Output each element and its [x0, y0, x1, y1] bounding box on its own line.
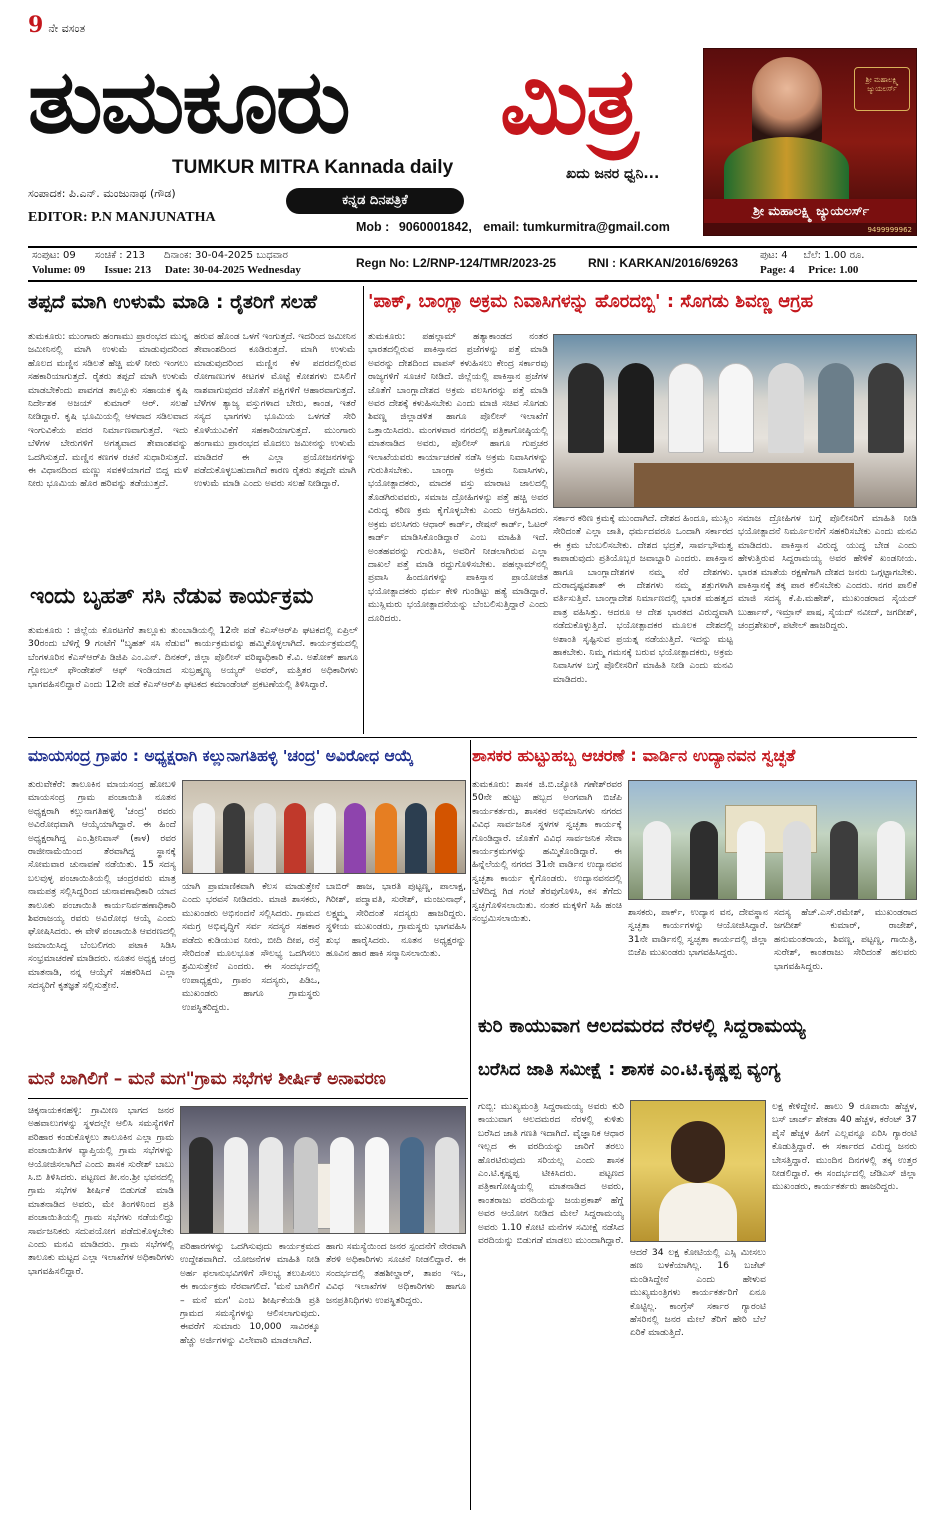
edition-number: 9 — [28, 12, 44, 38]
jewellery-ad — [703, 48, 917, 236]
ad-address-bar — [704, 223, 917, 236]
headline-mayasandra: ಮಾಯಸಂದ್ರ ಗ್ರಾಪಂ : ಅಧ್ಯಕ್ಷರಾಗಿ ಕಲ್ಲುನಾಗತಿಹಳ್ಳಿ 'ಚಂದ್ರ' ಅವಿರೋಧ ಆಯ್ಕೆ — [28, 747, 414, 765]
mla-col1: ತುಮಕೂರು: ಶಾಸಕ ಜಿ.ಬಿ.ಜ್ಯೋತಿ ಗಣೇಶ್‌ರವರ 50ನೇ ಹುಟ್ಟು ಹಬ್ಬದ ಅಂಗವಾಗಿ ಬಿಜೆಪಿ ಕಾರ್ಯಕರ್ತರು, ಶಾಸಕರ ಅಭಿಮಾನಿಗಳು ನಗರದ ವಿವಿಧ ಸಾರ್ವಜನಿಕ ಸ್ಥಳಗಳ ಸ್ವಚ್ಛತಾ ಕಾರ್ಯಕ್ಕೆ ಗೊಂಡಿದ್ದಾರೆ. ಜೊತೆಗೆ ವಿವಿಧ ಸಾರ್ವಜನಿಕ ಸೇವಾ ಕಾರ್ಯಕ್ರಮಗಳನ್ನು ಹಮ್ಮಿಕೊಂಡಿದ್ದಾರೆ. ಈ ಹಿನ್ನೆಲೆಯಲ್ಲಿ ನಗರದ 31ನೇ ವಾರ್ಡಿನ ಉದ್ಯಾನವನ ಸ್ವಚ್ಛತಾ ಕಾರ್ಯ ಕೈಗೊಂಡರು. ಉದ್ಯಾನವನದಲ್ಲಿ ಬೆಳೆದಿದ್ದ ಗಿಡ ಗಂಟೆ ತೆರವುಗೊಳಿಸಿ, ಕಸ ತೆಗೆದು ಸ್ವಚ್ಛಗೊಳಿಸಲಾಯಿತು. ನಂತರ ಮಕ್ಕಳಿಗೆ ಸಿಹಿ ಹಂಚಿ ಸಂಭ್ರಮಿಸಲಾಯಿತು. — [472, 779, 622, 925]
dateline-kn-left: ಸಂಪುಟ: 09 ಸಂಚಿಕೆ : 213 ದಿನಾಂಕ: 30-04-2025 ಬುಧವಾರ — [32, 250, 288, 261]
mayasandra-col3: ಬಾಬಿರ್ ಹಾಜ, ಭಾರತಿ ಪುಟ್ಟಣ್ಣ, ಪಾಲಾಕ್ಷ, ಗಿರೀಶ್, ಪದ್ಮಾವತಿ, ಸುರೇಶ್, ಮಂಜುನಾಥ್, ಲಕ್ಷ್ಮಮ್ಮ ಸೇರಿದಂತೆ ಸದಸ್ಯರು ಹಾಜರಿದ್ದರು. ಸ್ಥಳೀಯ ಮುಖಂಡರು, ಗ್ರಾಮಸ್ಥರು ಭಾಗವಹಿಸಿ ಶುಭ ಹಾರೈಸಿದರು. ನೂತನ ಅಧ್ಯಕ್ಷರನ್ನು ಹೂವಿನ ಹಾರ ಹಾಕಿ ಸನ್ಮಾನಿಸಲಾಯಿತು. — [326, 881, 466, 960]
pak-col3: ಸಮಾಜ ದ್ರೋಹಿಗಳ ಬಗ್ಗೆ ಪೊಲೀಸರಿಗೆ ಮಾಹಿತಿ ನೀಡಿ ಭಯೋತ್ಪಾದನೆ ನಿರ್ಮೂಲನೆಗೆ ಸಹಕರಿಸಬೇಕು ಎಂದು ಮನವಿ ಮಾಡಿದರು. ಪಾಕಿಸ್ತಾನ ವಿರುದ್ಧ ಯುದ್ಧ ಬೇಡ ಎಂದು ಹೇಳುತ್ತಿರುವ ಸಿದ್ದರಾಮಯ್ಯ ಅವರ ಹೇಳಿಕೆ ಖಂಡನೀಯ. ಭಾರತ ಮಾತೆಯ ರಕ್ಷಣೆಗಾಗಿ ದೇಶದ ಜನರು ಒಗ್ಗಟ್ಟಾಗಬೇಕು. ಪಾಕಿಸ್ತಾನಕ್ಕೆ ತಕ್ಕ ಪಾಠ ಕಲಿಸಬೇಕು ಎಂದರು. ನಗರ ಪಾಲಿಕೆ ಮಾಜಿ ಸದಸ್ಯ ಕೆ.ಪಿ.ಮಹೇಶ್, ಮುಖಂಡರಾದ ಸೈಯದ್ ಬುರ್ಹಾನ್, ಇಮ್ರಾನ್ ಪಾಷ, ಸೈಯದ್ ನವೀದ್, ಜಗದೀಶ್, ಚಂದ್ರಶೇಖರ್, ಪಟೇಲ್ ಹಾಜರಿದ್ದರು. — [738, 513, 917, 632]
contact-line — [356, 220, 670, 234]
dinapatrike-badge — [286, 188, 464, 214]
mob-label: Mob : — [356, 220, 390, 234]
pak-col1: ತುಮಕೂರು: ಪಹಲ್ಗಾಮ್ ಹತ್ಯಾಕಾಂಡದ ನಂತರ ಭಾರತದಲ್ಲಿರುವ ಪಾಕಿಸ್ತಾನದ ಪ್ರಜೆಗಳನ್ನು ಪತ್ತೆ ಮಾಡಿ ಅವರನ್ನು ದೇಶದಿಂದ ವಾಪಸ್ ಕಳುಹಿಸಲು ಕೇಂದ್ರ ಸರ್ಕಾರವು ರಾಜ್ಯಗಳಿಗೆ ಸೂಚನೆ ನೀಡಿದೆ. ಜಿಲ್ಲೆಯಲ್ಲಿ ಪಾಕಿಸ್ತಾನ ಪ್ರಜೆಗಳ ಜೊತೆಗೆ ಬಾಂಗ್ಲಾದೇಶದ ಅಕ್ರಮ ವಲಸಿಗರನ್ನು ಪತ್ತೆ ಮಾಡಿ ಅವರ ದೇಶಕ್ಕೆ ಕಳುಹಿಸಬೇಕು ಎಂದು ಮಾಜಿ ಸಚಿವ ಸೊಗಡು ಶಿವಣ್ಣ ಜಿಲ್ಲಾಡಳಿತ ಹಾಗೂ ಪೊಲೀಸ್ ಇಲಾಖೆಗೆ ಒತ್ತಾಯಿಸಿದರು. ಮಂಗಳವಾರ ನಗರದಲ್ಲಿ ಪತ್ರಿಕಾಗೋಷ್ಠಿಯಲ್ಲಿ ಮಾತನಾಡಿದ ಅವರು, ಪೊಲೀಸ್ ಹಾಗೂ ಗುಪ್ತಚರ ಇಲಾಖೆಯವರು ಕಾರ್ಯಾಚರಣೆ ನಡೆಸಿ ಅಕ್ರಮ ನಿವಾಸಿಗಳನ್ನು ಗುರುತಿಸಬೇಕು. ಬಾಂಗ್ಲಾ ಅಕ್ರಮ ನಿವಾಸಿಗಳು, ಭಯೋತ್ಪಾದಕರು, ಮಾದಕ ವಸ್ತು ಮಾರಾಟ ಜಾಲದಲ್ಲಿ ತೊಡಗಿರುವವರು, ಸಮಾಜ ದ್ರೋಹಿಗಳನ್ನು ಪತ್ತೆ ಹಚ್ಚಿ ಅವರ ವಿರುದ್ಧ ಕಠಿಣ ಕ್ರಮ ಕೈಗೊಳ್ಳಬೇಕು ಎಂದು ಆಗ್ರಹಿಸಿದರು. ಅಕ್ರಮ ವಲಸಿಗರು ಆಧಾರ್ ಕಾರ್ಡ್, ರೇಷನ್ ಕಾರ್ಡ್, ಓಟರ್ ಕಾರ್ಡ್ ಮಾಡಿಸಿಕೊಂಡಿದ್ದಾರೆ ಎಂಬ ಮಾಹಿತಿ ಇದೆ. ಅಂತಹವರನ್ನು ಗುರುತಿಸಿ, ಅವರಿಗೆ ನೀಡಲಾಗಿರುವ ಎಲ್ಲಾ ದಾಖಲೆ ಪತ್ತೆ ಮಾಡಿ ರದ್ದುಗೊಳಿಸಬೇಕು. ಪಹಲ್ಗಾಮ್‌ನಲ್ಲಿ ಪ್ರವಾಸಿ ಹಿಂದೂಗಳನ್ನು ಪಾಕಿಸ್ತಾನ ಪ್ರಾಯೋಜಿತ ಭಯೋತ್ಪಾದಕರು ಧರ್ಮ ಕೇಳಿ ಗುಂಡಿಟ್ಟು ಹತ್ಯೆ ಮಾಡಿದ್ದಾರೆ. ಮುಸ್ಲಿಮರು ಭಯೋತ್ಪಾದನೆಯನ್ನು ಬೆಂಬಲಿಸುತ್ತಿದ್ದಾರೆ ಎಂದು ದೂರಿದರು. — [368, 331, 548, 624]
english-name: TUMKUR MITRA Kannada daily — [172, 157, 454, 178]
column-divider-lower — [470, 740, 471, 1510]
mane-col3: ಹಾಗು ಸಮಸ್ಯೆಯಿಂದ ಜನರ ಸ್ಪಂದನೆಗೆ ನೇರವಾಗಿ ತೆರಳಿ ಅಧಿಕಾರಿಗಳು ಸೂಚನೆ ನೀಡಲಿದ್ದಾರೆ. ಈ ಸಂದರ್ಭದಲ್ಲಿ ತಹಶೀಲ್ದಾರ್, ತಾಪಂ ಇಒ, ವಿವಿಧ ಇಲಾಖೆಗಳ ಅಧಿಕಾರಿಗಳು ಹಾಗೂ ಜನಪ್ರತಿನಿಧಿಗಳು ಉಪಸ್ಥಿತರಿದ್ದರು. — [326, 1241, 466, 1306]
siddaramaiah-col3: ಲಕ್ಷ ಕೇಳಿದ್ದೇನೆ. ಹಾಲು 9 ರೂಪಾಯಿ ಹೆಚ್ಚಳ, ಬಸ್ ಚಾರ್ಜ್ ಶೇಕಡಾ 40 ಹೆಚ್ಚಳ, ಕರೆಂಟ್ 37 ಪೈಸೆ ಹೆಚ್ಚಳ ಹೀಗೆ ಎಲ್ಲವನ್ನೂ ಏರಿಸಿ ಗ್ಯಾರಂಟಿ ಕೊಡುತ್ತಿದ್ದಾರೆ. ಈ ಸರ್ಕಾರದ ವಿರುದ್ಧ ಜನರು ಬೇಸತ್ತಿದ್ದಾರೆ. ಮುಂದಿನ ದಿನಗಳಲ್ಲಿ ತಕ್ಕ ಉತ್ತರ ನೀಡಲಿದ್ದಾರೆ. ಈ ಸಂದರ್ಭದಲ್ಲಿ ಜೆಡಿಎಸ್ ಜಿಲ್ಲಾ ಮುಖಂಡರು, ಕಾರ್ಯಕರ್ತರು ಹಾಜರಿದ್ದರು. — [772, 1101, 917, 1193]
pak-col2: ಸರ್ಕಾರ ಕಠಿಣ ಕ್ರಮಕ್ಕೆ ಮುಂದಾಗಿದೆ. ದೇಶದ ಹಿಂದೂ, ಮುಸ್ಲಿಂ ಸೇರಿದಂತೆ ಎಲ್ಲಾ ಜಾತಿ, ಧರ್ಮದವರೂ ಒಂದಾಗಿ ಸರ್ಕಾರದ ಈ ಕ್ರಮ ಬೆಂಬಲಿಸಬೇಕು. ದೇಶದ ಭದ್ರತೆ, ಸಾರ್ವಭೌಮತ್ವ ಕಾಪಾಡುವುದು ಪ್ರತಿಯೊಬ್ಬರ ಜವಾಬ್ದಾರಿ ಎಂದರು. ಪಾಕಿಸ್ತಾನ ಹಾಗೂ ಬಾಂಗ್ಲಾದೇಶಗಳ ನಮ್ಮ ನೆರೆ ದೇಶಗಳು. ದುರಾದೃಷ್ಟವಶಾತ್ ಈ ದೇಶಗಳು ನಮ್ಮ ಶತ್ರುಗಳಾಗಿ ವರ್ತಿಸುತ್ತಿವೆ. ಬಾಂಗ್ಲಾದೇಶ ನಿರ್ಮಾಣದಲ್ಲಿ ಭಾರತ ಮಹತ್ವದ ಪಾತ್ರ ವಹಿಸಿತ್ತು. ಆದರೂ ಆ ದೇಶ ಭಾರತದ ವಿರುದ್ಧವಾಗಿ ನಡೆದುಕೊಳ್ಳುತ್ತಿದೆ. ಭಯೋತ್ಪಾದಕರ ಮೂಲಕ ದೇಶದಲ್ಲಿ ಅಶಾಂತಿ ಸೃಷ್ಟಿಸುವ ಪ್ರಯತ್ನ ನಡೆಯುತ್ತಿದೆ. ಇದನ್ನು ಮಟ್ಟ ಹಾಕಬೇಕು. ನಿಮ್ಮ ಗಮನಕ್ಕೆ ಬರುವ ಭಯೋತ್ಪಾದಕರು, ಅಕ್ರಮ ನಿವಾಸಿಗಳ ಬಗ್ಗೆ ಪೊಲೀಸರಿಗೆ ಮಾಹಿತಿ ನೀಡಿ ಎಂದು ಮನವಿ ಮಾಡಿದರು. — [553, 513, 733, 685]
ad-phone: 9499999962 — [867, 226, 912, 234]
pak-photo-table — [634, 463, 854, 508]
dateline-kn-right: ಪುಟ: 4 ಬೆಲೆ: 1.00 ರೂ. — [760, 250, 865, 261]
headline-mla-birthday: ಶಾಸಕರ ಹುಟ್ಟುಹಬ್ಬ ಆಚರಣೆ : ವಾರ್ಡಿನ ಉದ್ಯಾನವನ ಸ್ವಚ್ಛತೆ — [472, 746, 796, 765]
dateline-top-rule — [28, 246, 917, 248]
edition-suffix: ನೇ ವಸಂತ — [48, 22, 86, 35]
mla-col2: ಶಾಸಕರು, ಪಾರ್ಕ್, ಉದ್ಯಾನ ವನ, ದೇವಸ್ಥಾನ ಸ್ವಚ್ಛತಾ ಕಾರ್ಯಗಳನ್ನು ಆಯೋಜಿಸಿದ್ದಾರೆ. 31ನೇ ವಾರ್ಡಿನಲ್ಲಿ ಸ್ವಚ್ಛತಾ ಕಾರ್ಯದಲ್ಲಿ ಜಿಲ್ಲಾ ಬಿಜೆಪಿ ಮುಖಂಡರು ಭಾಗವಹಿಸಿದ್ದರು. — [628, 907, 768, 959]
ad-saree — [724, 137, 849, 199]
krishnappa-photo — [630, 1100, 766, 1242]
mayasandra-col1: ತುರುವೇಕೆರೆ: ತಾಲೂಕಿನ ಮಾಯಸಂದ್ರ ಹೋಬಳಿ ಮಾಯಸಂದ್ರ ಗ್ರಾಮ ಪಂಚಾಯಿತಿ ನೂತನ ಅಧ್ಯಕ್ಷರಾಗಿ ಕಲ್ಲುನಾಗತಿಹಳ್ಳಿ 'ಚಂದ್ರ' ರವರು ಅವಿರೋಧವಾಗಿ ಆಯ್ಕೆಯಾಗಿದ್ದಾರೆ. ಈ ಹಿಂದೆ ಅಧ್ಯಕ್ಷರಾಗಿದ್ದ ಎಂ.ಶ್ರೀನಿವಾಸ್ (ಕಾಳ) ರವರ ರಾಜೀನಾಮೆಯಿಂದ ತೆರವಾಗಿದ್ದ ಸ್ಥಾನಕ್ಕೆ ಸೋಮವಾರ ಚುನಾವಣೆ ನಡೆಯಿತು. 15 ಸದಸ್ಯ ಬಲವುಳ್ಳ ಪಂಚಾಯಿತಿಯಲ್ಲಿ ಚಂದ್ರರವರು ಮಾತ್ರ ನಾಮಪತ್ರ ಸಲ್ಲಿಸಿದ್ದರಿಂದ ಚುನಾವಣಾಧಿಕಾರಿ ಯಾದ ತಾಲೂಕು ಪಂಚಾಯಿತಿ ಕಾರ್ಯನಿರ್ವಹಣಾಧಿಕಾರಿ ಶಿವರಾಜಯ್ಯ ರವರು ಅವಿರೋಧ ಆಯ್ಕೆ ಎಂದು ಘೋಷಿಸಿದರು. ಈ ವೇಳೆ ಪಂಚಾಯಿತಿ ಆವರಣದಲ್ಲಿ ಜಮಾಯಿಸಿದ್ದ ಬೆಂಬಲಿಗರು ಪಟಾಕಿ ಸಿಡಿಸಿ ಸಂಭ್ರಮಾಚರಣೆ ಮಾಡಿದರು. ನೂತನ ಅಧ್ಯಕ್ಷ ಚಂದ್ರ ಮಾತನಾಡಿ, ನನ್ನ ಆಯ್ಕೆಗೆ ಸಹಕರಿಸಿದ ಎಲ್ಲಾ ಸದಸ್ಯರಿಗೆ ಕೃತಜ್ಞತೆ ಸಲ್ಲಿಸುತ್ತೇನೆ. — [28, 779, 176, 992]
mane-photo-people — [189, 1137, 459, 1234]
tagline: ಖದು ಜನರ ಧ್ವನಿ... — [566, 166, 660, 182]
section-rule-2 — [28, 1098, 468, 1099]
siddaramaiah-col1: ಗುಬ್ಬಿ: ಮುಖ್ಯಮಂತ್ರಿ ಸಿದ್ದರಾಮಯ್ಯ ಅವರು ಕುರಿ ಕಾಯುವಾಗ ಆಲದಮರದ ನೆರಳಲ್ಲಿ ಕುಳಿತು ಬರೆಸಿದ ಜಾತಿ ಗಣತಿ ಇದಾಗಿದೆ. ವೈಜ್ಞಾನಿಕ ಆಧಾರ ಇಲ್ಲದ ಈ ವರದಿಯನ್ನು ಜಾರಿಗೆ ತರಲು ಹೊರಟಿರುವುದು ಸರಿಯಲ್ಲ ಎಂದು ಶಾಸಕ ಎಂ.ಟಿ.ಕೃಷ್ಣಪ್ಪ ಟೀಕಿಸಿದರು. ಪಟ್ಟಣದ ಪತ್ರಿಕಾಗೋಷ್ಠಿಯಲ್ಲಿ ಮಾತನಾಡಿದ ಅವರು, ಕಾಂತರಾಜು ವರದಿಯನ್ನು ಜಯಪ್ರಕಾಶ್ ಹೆಗ್ಡೆ ಅವರ ಆಯೋಗ ನೀಡಿದ ಮೇಲೆ ಸಿದ್ದರಾಮಯ್ಯ ಅವರು 1.10 ಕೋಟಿ ಮನೆಗಳ ಸಮೀಕ್ಷೆ ನಡೆಸಿದ ವರದಿಯನ್ನು ಬಿಡುಗಡೆ ಮಾಡಲು ಮುಂದಾಗಿದ್ದಾರೆ. — [478, 1101, 624, 1247]
headline-siddaramaiah-line1: ಕುರಿ ಕಾಯುವಾಗ ಆಲದಮರದ ನೆರಳಲ್ಲಿ ಸಿದ್ದರಾಮಯ್ಯ — [478, 1015, 806, 1037]
headline-pak: 'ಪಾಕ್, ಬಾಂಗ್ಲಾ ಅಕ್ರಮ ನಿವಾಸಿಗಳನ್ನು ಹೊರದಬ್ಬಿ' : ಸೊಗಡು ಶಿವಣ್ಣ ಆಗ್ರಹ — [368, 291, 814, 312]
editor-kannada: ಸಂಪಾದಕ: ಪಿ.ಎನ್. ಮಂಜುನಾಥ (ಗೌಡ) — [28, 187, 176, 200]
pak-photo — [553, 334, 917, 508]
rni-number: RNI : KARKAN/2016/69263 — [588, 256, 739, 270]
ad-brand-name: ಶ್ರೀ ಮಹಾಲಕ್ಷ್ಮಿ ಜ್ಯುಯಲರ್ಸ್ — [752, 203, 870, 218]
dateline-bottom-rule — [28, 280, 917, 282]
saplings-body: ತುಮಕೂರು : ಜಿಲ್ಲೆಯ ಕೊರಟಗೆರೆ ತಾಲ್ಲೂಕು ತುಂಬಾಡಿಯಲ್ಲಿ 12ನೇ ಪಡೆ ಕೆಎಸ್‌ಆರ್‌ಪಿ ಘಟಕದಲ್ಲಿ ಏಪ್ರಿಲ್ 30ರಂದು ಬೆಳಿಗ್ಗೆ 9 ಗಂಟೆಗೆ "ಬೃಹತ್ ಸಸಿ ನೆಡುವ" ಕಾರ್ಯಕ್ರಮವನ್ನು ಹಮ್ಮಿಕೊಳ್ಳಲಾಗಿದೆ. ಕಾರ್ಯಕ್ರಮದಲ್ಲಿ ಬೆಂಗಳೂರಿನ ಕೆಎಸ್‌ಆರ್‌ಪಿ ಡಿಜಿಪಿ ಎಂ.ಎನ್. ದಿನಕರ್, ಜಿಲ್ಲಾ ಪೊಲೀಸ್ ವರಿಷ್ಠಾಧಿಕಾರಿ ಕೆ.ವಿ. ಅಶೋಕ್ ಹಾಗೂ ಗ್ಲೋಬಲ್ ಫೌಂಡೇಶನ್ ಆಫ್ ಇಂಡಿಯಾದ ಸುಬ್ರಹ್ಮಣ್ಯ ಅಯ್ಯರ್ ಅವರ್, ಮತ್ತಿತರ ಅಧಿಕಾರಿಗಳು ಭಾಗವಹಿಸಲಿದ್ದಾರೆ ಎಂದು 12ನೇ ಪಡೆ ಕೆಎಸ್‌ಆರ್‌ಪಿ ಘಟಕದ ಕಮಾಂಡೆಂಟ್ ಪ್ರಕಟಣೆಯಲ್ಲಿ ತಿಳಿಸಿದ್ದಾರೆ. — [28, 625, 358, 690]
email-value: email: tumkurmitra@gmail.com — [483, 220, 670, 234]
headline-farmers: ತಪ್ಪದೆ ಮಾಗಿ ಉಳುಮೆ ಮಾಡಿ : ರೈತರಿಗೆ ಸಲಹೆ — [28, 291, 317, 313]
mob-value: 9060001842, — [398, 220, 472, 234]
mane-photo — [180, 1106, 466, 1234]
mayasandra-col2: ಯಾಗಿ ಪ್ರಾಮಾಣಿಕವಾಗಿ ಕೆಲಸ ಮಾಡುತ್ತೇನೆ ಎಂದು ಭರವಸೆ ನೀಡಿದರು. ಮಾಜಿ ಶಾಸಕರು, ಮುಖಂಡರು ಅಭಿನಂದನೆ ಸಲ್ಲಿಸಿದರು. ಗ್ರಾಮದ ಸಮಗ್ರ ಅಭಿವೃದ್ಧಿಗೆ ಸರ್ವ ಸದಸ್ಯರ ಸಹಕಾರ ಪಡೆದು ಕುಡಿಯುವ ನೀರು, ಬೀದಿ ದೀಪ, ರಸ್ತೆ ಸೇರಿದಂತೆ ಮೂಲಭೂತ ಸೌಲಭ್ಯ ಒದಗಿಸಲು ಶ್ರಮಿಸುತ್ತೇನೆ ಎಂದರು. ಈ ಸಂದರ್ಭದಲ್ಲಿ ಉಪಾಧ್ಯಕ್ಷರು, ಗ್ರಾಪಂ ಸದಸ್ಯರು, ಪಿಡಿಒ, ಮುಖಂಡರು ಹಾಗೂ ಗ್ರಾಮಸ್ಥರು ಉಪಸ್ಥಿತರಿದ್ದರು. — [182, 881, 320, 1013]
pak-photo-people — [568, 363, 904, 453]
siddaramaiah-col2: ಆದರೆ 34 ಲಕ್ಷ ಕೋಟಿಯಲ್ಲಿ ಎಸ್ಸಿ ಮೀಸಲು ಹಣ ಬಳಕೆಯಾಗಿಲ್ಲ. 16 ಬಜೆಟ್ ಮಂಡಿಸಿದ್ದೇನೆ ಎಂದು ಹೇಳುವ ಮುಖ್ಯಮಂತ್ರಿಗಳು ಕಾರ್ಯಕರ್ತರಿಗೆ ಏನೂ ಕೊಟ್ಟಿಲ್ಲ. ಕಾಂಗ್ರೆಸ್ ಸರ್ಕಾರ ಗ್ಯಾರಂಟಿ ಹೆಸರಿನಲ್ಲಿ ಜನರ ಮೇಲೆ ತೆರಿಗೆ ಹೇರಿ ಬೆಲೆ ಏರಿಕೆ ಮಾಡುತ್ತಿದೆ. — [630, 1247, 766, 1339]
ad-logo-circle — [854, 67, 910, 111]
masthead — [0, 0, 945, 248]
mayasandra-photo — [182, 780, 466, 874]
dateline-en-right: Page: 4 Price: 1.00 — [760, 264, 859, 276]
farmers-col1: ತುಮಕೂರು: ಮುಂಗಾರು ಹಂಗಾಮು ಪ್ರಾರಂಭದ ಮುನ್ನ ಜಮೀನಿನಲ್ಲಿ ಮಾಗಿ ಉಳುಮೆ ಮಾಡುವುದರಿಂದ ಹೊಲದ ಮಣ್ಣಿನ ಸಡಿಲತೆ ಹೆಚ್ಚಿ ಮಳೆ ನೀರು ಇಂಗಲು ಸಹಕಾರಿಯಾಗುತ್ತದೆ. ರೈತರು ತಪ್ಪದೆ ಮಾಗಿ ಉಳುಮೆ ಮಾಡಬೇಕೆಂದು ಪಾವಗಡ ತಾಲ್ಲೂಕು ಸಹಾಯಕ ಕೃಷಿ ನಿರ್ದೇಶಕ ಅಜಯ್ ಕುಮಾರ್ ಆರ್. ಸಲಹೆ ನೀಡಿದ್ದಾರೆ. ಕೃಷಿ ಭೂಮಿಯಲ್ಲಿ ಆಳವಾದ ಸಡಿಲವಾದ ಇಂಗುವಿಕೆಯ ಪದರ ನಿರ್ಮಾಣವಾಗುತ್ತದೆ. ಇದು ಬೆಳೆಗಳ ಬೇರುಗಳಿಗೆ ಅಗತ್ಯವಾದ ತೇವಾಂಶವನ್ನು ಒದಗಿಸುತ್ತದೆ. ಮಣ್ಣಿನ ಕಣಗಳ ರಚನೆ ಸುಧಾರಿಸುತ್ತದೆ. ಈ ವಿಧಾನದಿಂದ ಮಣ್ಣು ಸವಕಳಿಯಾಗದೆ ಬಿದ್ದ ಮಳೆ ನೀರು ಭೂಮಿಯ ಹೊರ ಹರಿವನ್ನು ತಡೆಯುತ್ತದೆ. — [28, 331, 188, 490]
headline-siddaramaiah-line2: ಬರೆಸಿದ ಜಾತಿ ಸಮೀಕ್ಷೆ : ಶಾಸಕ ಎಂ.ಟಿ.ಕೃಷ್ಣಪ್ಪ ವ್ಯಂಗ್ಯ — [478, 1060, 781, 1080]
mane-col2: ಪರಿಹಾರಗಳನ್ನು ಒದಗಿಸುವುದು ಕಾರ್ಯಕ್ರಮದ ಉದ್ದೇಶವಾಗಿದೆ. ಯೋಜನೆಗಳ ಮಾಹಿತಿ ನೀಡಿ ಅರ್ಹ ಫಲಾನುಭವಿಗಳಿಗೆ ಸೌಲಭ್ಯ ತಲುಪಿಸಲು ಈ ಕಾರ್ಯಕ್ರಮ ನೆರವಾಗಲಿದೆ. 'ಮನೆ ಬಾಗಿಲಿಗೆ – ಮನೆ ಮಗ' ಎಂಬ ಶೀರ್ಷಿಕೆಯಡಿ ಪ್ರತಿ ಗ್ರಾಮದ ಸಮಸ್ಯೆಗಳನ್ನು ಆಲಿಸಲಾಗುವುದು. ಈವರೆಗೆ ಸುಮಾರು 10,000 ಸಾವಿರಕ್ಕೂ ಹೆಚ್ಚು ಅರ್ಜಿಗಳನ್ನು ವಿಲೇವಾರಿ ಮಾಡಲಾಗಿದೆ. — [180, 1241, 320, 1346]
title-kannada-red: ಮಿತ್ರ — [500, 48, 637, 155]
mla-photo — [628, 780, 917, 900]
section-rule-1 — [28, 737, 917, 738]
mayasandra-photo-group — [193, 803, 457, 873]
mane-col1: ಚಿಕ್ಕನಾಯಕನಹಳ್ಳಿ: ಗ್ರಾಮೀಣ ಭಾಗದ ಜನರ ಅಹವಾಲುಗಳನ್ನು ಸ್ಥಳದಲ್ಲೇ ಆಲಿಸಿ ಸಮಸ್ಯೆಗಳಿಗೆ ಪರಿಹಾರ ಕಂಡುಕೊಳ್ಳಲು ತಾಲೂಕಿನ ಎಲ್ಲಾ ಗ್ರಾಮ ಪಂಚಾಯಿತಿಗಳ ವ್ಯಾಪ್ತಿಯಲ್ಲಿ ಗ್ರಾಮ ಸಭೆಗಳನ್ನು ಆಯೋಜಿಸಲಾಗಿದೆ ಎಂದು ಶಾಸಕ ಸುರೇಶ್ ಬಾಬು ಸಿ.ಬಿ ತಿಳಿಸಿದರು. ಪಟ್ಟಣದ ತೀ.ನಂ.ಶ್ರೀ ಭವನದಲ್ಲಿ ಗ್ರಾಮ ಸಭೆಗಳ ಶೀರ್ಷಿಕೆ ಬಿಡುಗಡೆ ಮಾಡಿ ಮಾತನಾಡಿದ ಅವರು, ಮೇ ತಿಂಗಳಿನಿಂದ ಪ್ರತಿ ಪಂಚಾಯಿತಿಯಲ್ಲಿ ಗ್ರಾಮ ಸಭೆಗಳು ನಡೆಯಲಿದ್ದು ಸಾರ್ವಜನಿಕರು ಸದುಪಯೋಗ ಪಡೆದುಕೊಳ್ಳಬೇಕು ಎಂದು ಮನವಿ ಮಾಡಿದರು. ಗ್ರಾಮ ಸಭೆಗಳಲ್ಲಿ ತಾಲೂಕು ಮಟ್ಟದ ಎಲ್ಲಾ ಇಲಾಖೆಗಳ ಅಧಿಕಾರಿಗಳು ಭಾಗವಹಿಸಲಿದ್ದಾರೆ. — [28, 1105, 174, 1277]
krishnappa-figure — [659, 1121, 737, 1242]
headline-mane: ಮನೆ ಬಾಗಿಲಿಗೆ – ಮನೆ ಮಗ"ಗ್ರಾಮ ಸಭೆಗಳ ಶೀರ್ಷಿಕೆ ಅನಾವರಣ — [28, 1069, 386, 1089]
title-kannada-black: ತುಮಕೂರು — [28, 50, 349, 153]
mla-col3: ಸದಸ್ಯ ಹೆಚ್.ಎಸ್.ರಮೇಶ್, ಮುಖಂಡರಾದ ಜಗದೀಶ್ ಕುಮಾರ್, ರಾಜೇಶ್, ಹನುಮಂತರಾಯ, ಶಿವಣ್ಣ, ಪಟ್ಟಣ್ಣ, ಗಾಯಿತ್ರಿ, ಸುರೇಶ್, ಕಾಂತರಾಜು ಸೇರಿದಂತೆ ಹಲವರು ಭಾಗವಹಿಸಿದ್ದರು. — [774, 907, 917, 972]
dateline — [28, 249, 917, 279]
ad-brand-bar — [704, 199, 917, 223]
mla-photo-people — [643, 821, 905, 900]
ad-logo-text: ಶ್ರೀ ಮಹಾಲಕ್ಷ್ಮಿ ಜ್ಯುಯಲರ್ಸ್ — [865, 76, 899, 93]
edition-badge — [28, 12, 85, 38]
regn-number: Regn No: L2/RNP-124/TMR/2023-25 — [356, 256, 557, 270]
headline-saplings: ಇಂದು ಬೃಹತ್ ಸಸಿ ನೆಡುವ ಕಾರ್ಯಕ್ರಮ — [30, 584, 314, 609]
ad-model-figure — [752, 57, 822, 147]
editor-english: EDITOR: P.N MANJUNATHA — [28, 210, 216, 225]
column-divider — [363, 286, 364, 734]
dinapatrike-label: ಕನ್ನಡ ದಿನಪತ್ರಿಕೆ — [342, 193, 408, 208]
dateline-en-left: Volume: 09 Issue: 213 Date: 30-04-2025 Wednesday — [32, 264, 301, 276]
farmers-col2: ಹರುವ ಹೊಂಡ ಒಳಗೆ ಇಂಗುತ್ತದೆ. ಇದರಿಂದ ಜಮೀನಿನ ತೇವಾಂಶದಿಂದ ಕೂಡಿರುತ್ತದೆ. ಮಾಗಿ ಉಳುಮೆ ಮಾಡುವುದರಿಂದ ಮಣ್ಣಿನ ಕೆಳ ಪದರದಲ್ಲಿರುವ ರೋಗಾಣುಗಳ ಕೀಟಗಳ ಮೊಟ್ಟೆ ಕೋಶಗಳು ಬಿಸಿಲಿಗೆ ನಾಶವಾಗುವುದರ ಜೊತೆಗೆ ಪಕ್ಷಿಗಳಿಗೆ ಆಹಾರವಾಗುತ್ತದೆ. ಬೆಳೆಗಳ ತ್ಯಾಜ್ಯ ವಸ್ತುಗಳಾದ ಬೇರು, ಕಾಂಡ, ಇತರೆ ಸಸ್ಯದ ಭಾಗಗಳು ಭೂಮಿಯ ಒಳಗಡೆ ಸೇರಿ ಕೊಳೆಯುವಿಕೆಗೆ ಸಹಕಾರಿಯಾಗುತ್ತದೆ. ಮುಂಗಾರು ಹಂಗಾಮು ಪ್ರಾರಂಭದ ಮೊದಲು ಜಮೀನನ್ನು ಉಳುಮೆ ಮಾಡಿದರೆ ಈ ಎಲ್ಲಾ ಪ್ರಯೋಜನಗಳನ್ನು ಪಡೆದುಕೊಳ್ಳಬಹುದಾಗಿದೆ ಕಾರಣ ರೈತರು ತಪ್ಪದೇ ಮಾಗಿ ಉಳುಮೆ ಮಾಡಿ ಎಂದು ಅವರು ಸಲಹೆ ನೀಡಿದ್ದಾರೆ. — [194, 331, 356, 490]
